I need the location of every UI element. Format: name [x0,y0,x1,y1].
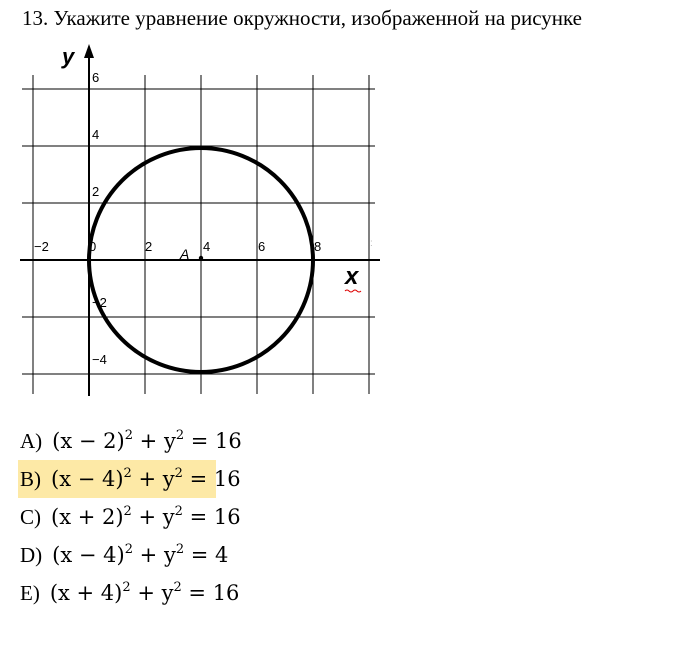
x-tick-label: 6 [258,239,266,254]
answer-letter: B) [20,466,41,491]
answer-formula: $(x + 4)^2 + y^2 = 16$ [49,580,240,605]
point-label: A [180,246,190,262]
x-tick-label: 2 [145,239,153,254]
x-axis-label: x [345,263,359,290]
x-tick-label: 0 [89,239,97,254]
answer-letter: A) [20,428,43,453]
coordinate-figure [0,40,400,400]
answer-formula: $(x - 4)^2 + y^2 = 16$ [51,466,241,491]
y-axis-label: y [62,44,75,69]
answer-letter: C) [20,504,41,529]
question-title: 13. Укажите уравнение окружности, изображенной на рисунке [22,6,582,30]
answer-option-e[interactable] [20,574,242,612]
y-axis-arrow [84,44,94,58]
y-tick-label: 4 [92,127,100,142]
answer-list [20,422,242,612]
answer-option-d[interactable] [20,536,242,574]
answer-formula: $(x - 2)^2 + y^2 = 16$ [52,428,242,453]
center-point [199,256,203,260]
y-tick-label: 6 [92,70,100,85]
answer-formula: $(x - 4)^2 + y^2 = 4$ [52,542,229,567]
x-tick-label: 4 [203,239,211,254]
answer-formula: $(x + 2)^2 + y^2 = 16$ [51,504,241,529]
x-tick-label: 8 [314,239,322,254]
y-tick-label: 2 [92,184,100,199]
grid [22,75,375,394]
answer-letter: E) [20,580,40,605]
answer-letter: D) [20,542,43,567]
y-tick-label: −2 [92,295,107,310]
answer-option-b[interactable] [18,460,241,498]
answer-option-c[interactable] [20,498,242,536]
stray-mark: : [370,238,373,249]
spell-squiggle [345,290,361,292]
answer-option-a[interactable] [20,422,242,460]
y-tick-label: −4 [92,352,107,367]
x-tick-label: −2 [34,239,49,254]
